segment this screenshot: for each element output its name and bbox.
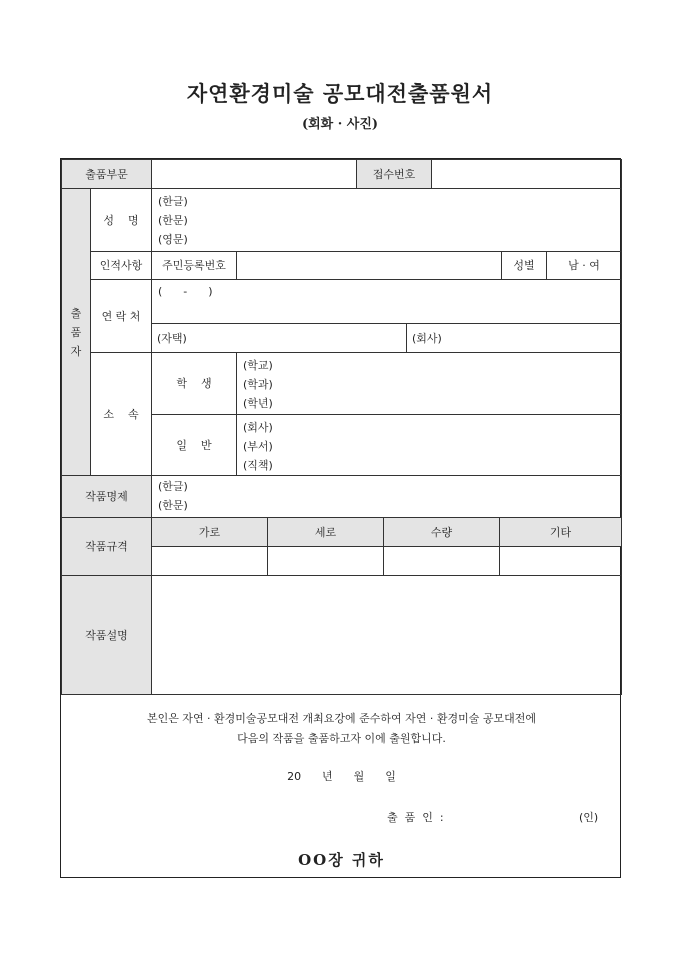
spec-height-field[interactable] (267, 546, 384, 576)
work-description-label: 작품설명 (61, 575, 152, 695)
document-subtitle: (회화 · 사진) (301, 117, 379, 132)
declaration-line-2: 다음의 작품을 출품하고자 이에 출원합니다. (237, 732, 446, 745)
student-field[interactable] (236, 352, 622, 415)
work-title-korean-hint: (한글) (158, 480, 188, 493)
spec-quantity-field[interactable] (383, 546, 500, 576)
application-form (60, 158, 621, 878)
affiliation-label: 소 속 (90, 352, 152, 476)
spec-other-field[interactable] (499, 546, 622, 576)
personal-info-label: 인적사항 (90, 251, 152, 280)
rrn-field[interactable] (236, 251, 502, 280)
seal-label: (인) (579, 811, 599, 824)
spec-height-header: 세로 (267, 517, 384, 547)
entrant-label-char: 자 (70, 344, 82, 358)
name-field[interactable] (151, 188, 622, 252)
general-field[interactable] (236, 414, 622, 476)
contact-label: 연 락 처 (90, 279, 152, 353)
applicant-label: 출 품 인 : (387, 811, 444, 824)
spec-other-header: 기타 (499, 517, 622, 547)
grade-hint: (학년) (243, 397, 273, 410)
home-phone-field[interactable]: (자택) (151, 323, 407, 353)
entry-category-label: 출품부문 (61, 159, 152, 189)
work-title-label: 작품명제 (61, 475, 152, 518)
name-english-hint: (영문) (158, 233, 188, 246)
name-hanja-hint: (한문) (158, 214, 188, 227)
school-hint: (학교) (243, 359, 273, 372)
division-hint: (부서) (243, 440, 273, 453)
general-label: 일 반 (151, 414, 237, 476)
gender-selector[interactable]: 남 · 여 (546, 251, 622, 280)
department-hint: (학과) (243, 378, 273, 391)
student-label: 학 생 (151, 352, 237, 415)
applicant-signature-field[interactable] (461, 805, 571, 823)
work-spec-label: 작품규격 (61, 517, 152, 576)
position-hint: (직책) (243, 459, 273, 472)
document-title: 자연환경미술 공모대전출품원서 (186, 81, 494, 106)
name-korean-hint: (한글) (158, 195, 188, 208)
declaration-line-1: 본인은 자연 · 환경미술공모대전 개최요강에 준수하여 자연 · 환경미술 공모대전에 (146, 712, 537, 725)
work-title-field[interactable] (151, 475, 622, 518)
entrant-section-label (61, 188, 91, 476)
receipt-number-label: 접수번호 (356, 159, 432, 189)
rrn-label: 주민등록번호 (151, 251, 237, 280)
date-line: 20 년 월 일 (287, 770, 396, 783)
company-hint: (회사) (243, 421, 273, 434)
entry-category-field[interactable] (151, 159, 357, 189)
entrant-label-char: 품 (70, 325, 82, 339)
entrant-label-char: 출 (70, 306, 82, 320)
spec-width-field[interactable] (151, 546, 268, 576)
name-label: 성 명 (90, 188, 152, 252)
closing-addressee: OO장 귀하 (298, 851, 385, 869)
phone-field[interactable]: ( - ) (151, 279, 622, 324)
gender-label: 성별 (501, 251, 547, 280)
spec-width-header: 가로 (151, 517, 268, 547)
work-description-field[interactable] (151, 575, 622, 695)
spec-quantity-header: 수량 (383, 517, 500, 547)
office-phone-field[interactable]: (회사) (406, 323, 622, 353)
receipt-number-field[interactable] (431, 159, 622, 189)
work-title-hanja-hint: (한문) (158, 499, 188, 512)
